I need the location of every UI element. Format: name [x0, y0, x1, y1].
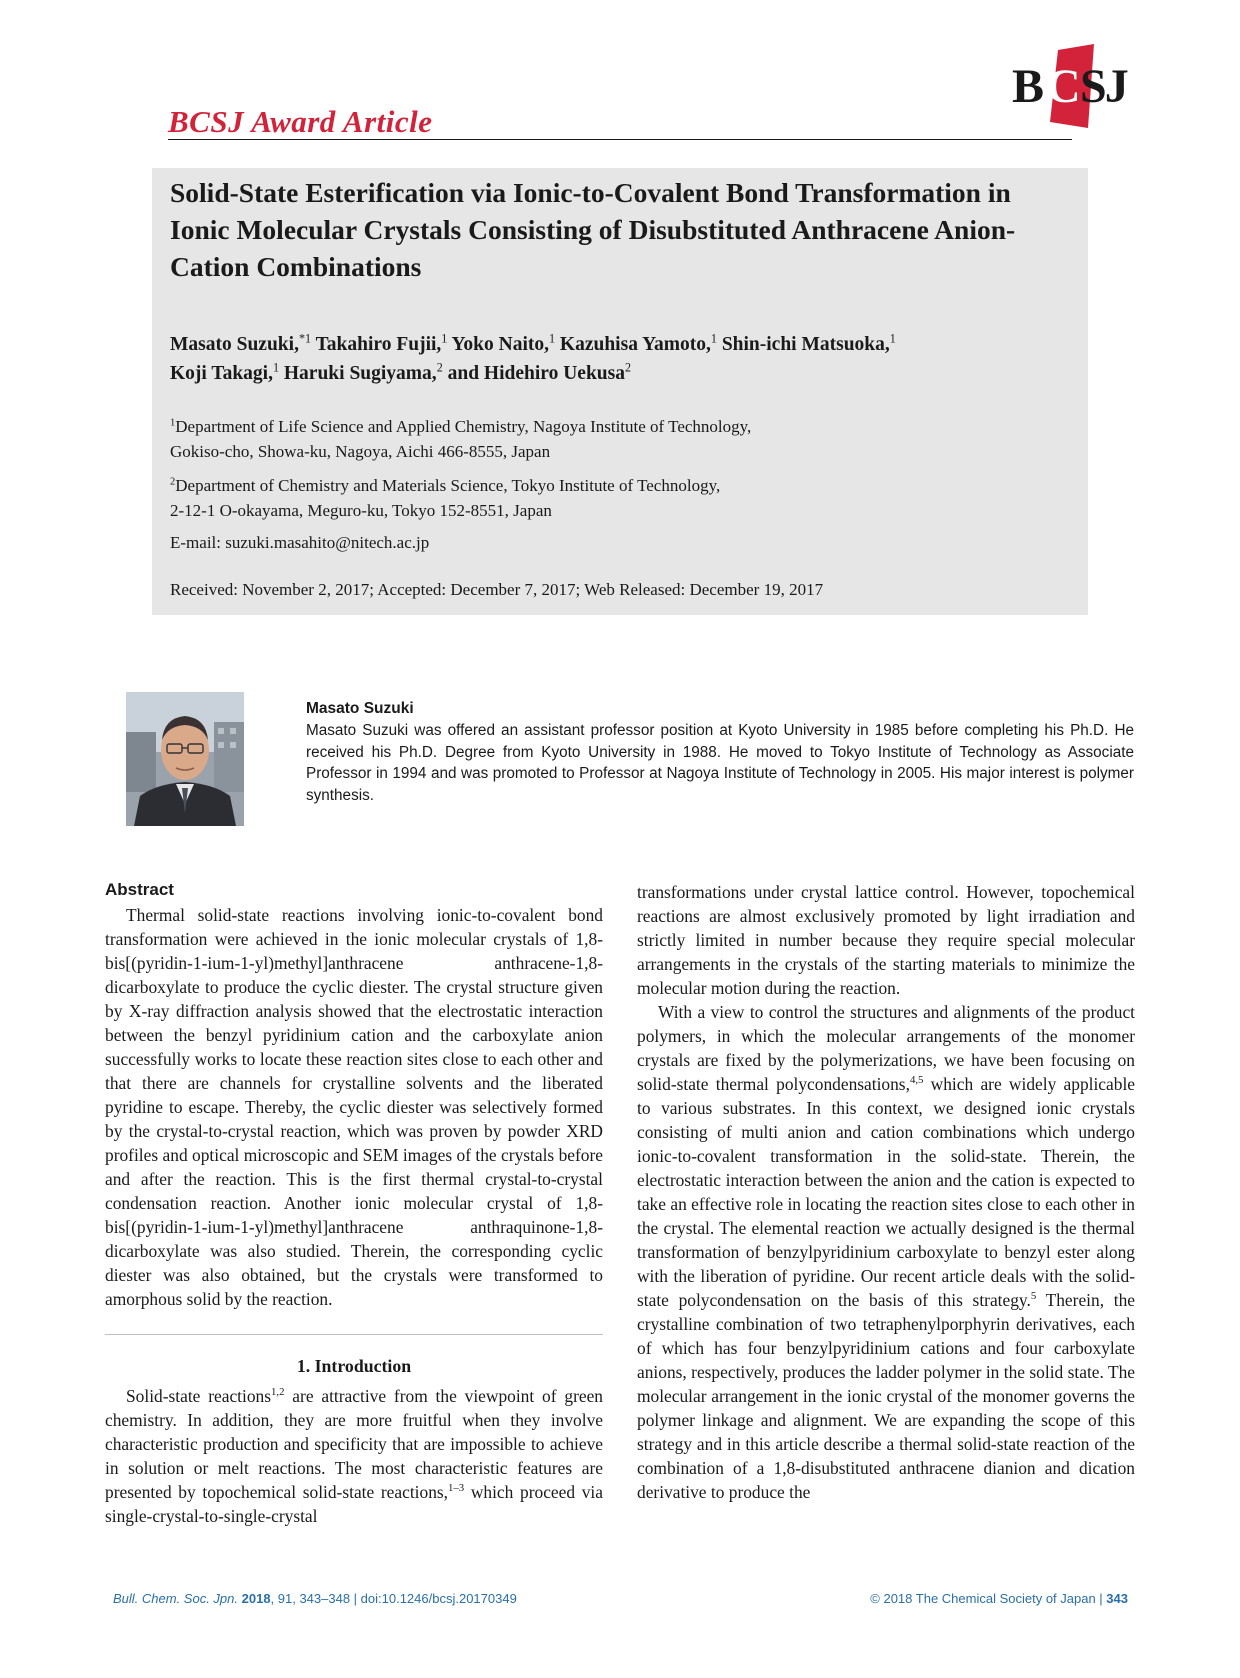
author: Kazuhisa Yamoto,$^1$: [559, 331, 717, 355]
author-line-1: [170, 330, 1070, 359]
author-portrait-image: [126, 692, 244, 826]
author: Yoko Naito,$^1$: [451, 331, 556, 355]
header-rule: [168, 139, 1072, 140]
bcsj-logo-mark: [1010, 42, 1130, 132]
abstract-text: Thermal solid-state reactions involving ionic-to-covalent bond transformation were achieved in the ionic molecular crystals of 1,8-bis[(pyridin-1-ium-1-yl)methyl]anthracene anthracene-1,8-dicarboxylate to produce the cyclic diester. The crystal structure given by X-ray diffraction analysis showed that the electrostatic interaction between the benzyl pyridinium cation and the carboxylate anion successfully works to locate these reaction sites close to each other and that there are channels for crystalline solvents and the liberated pyridine to escape. Thereby, the cyclic diester was selectively formed by the crystal-to-crystal reaction, which was proven by powder XRD profiles and optical microscopic and SEM images of the crystals before and after the reaction. This is the first thermal crystal-to-crystal condensation reaction. Another ionic molecular crystal of 1,8-bis[(pyridin-1-ium-1-yl)methyl]anthracene anthraquinone-1,8-dicarboxylate was also studied. Therein, the corresponding cyclic diester was also obtained, but the crystals were transformed to amorphous solid by the reaction.: [105, 905, 603, 1309]
bcsj-logo: [1010, 42, 1130, 132]
section-divider: [105, 1334, 603, 1335]
footer-volume-doi: , 91, 343–348 | doi:10.1246/bcsj.20170349: [270, 1591, 517, 1606]
footer-year: 2018: [241, 1591, 271, 1606]
author-list: [170, 330, 1070, 388]
author: Haruki Sugiyama,$^2$: [283, 360, 443, 384]
right-column: [637, 880, 1135, 1504]
author: Koji Takagi,$^1$: [170, 360, 280, 384]
author: and Hidehiro Uekusa$^2$: [447, 360, 632, 384]
citation: 1,2: [271, 1386, 285, 1399]
citation: 1–3: [448, 1482, 465, 1495]
bio-name: Masato Suzuki: [306, 700, 414, 717]
article-title: Solid-State Esterification via Ionic-to-Covalent Bond Transformation in Ionic Molecular Crystals Consisting of Disubstituted Anthracene Anion-Cation Combinations: [170, 177, 1016, 282]
author: Takahiro Fujii,$^1$: [315, 331, 448, 355]
intro-paragraph-1-continued: transformations under crystal lattice control. However, topochemical reactions are almost exclusively promoted by light irradiation and strictly limited in number because they require special molecular arrangements in the crystals of the starting materials to minimize the molecular motion during the reaction.: [637, 882, 1135, 998]
intro-paragraph-2: With a view to control the structures and alignments of the product polymers, in which the molecular arrangements of the monomer crystals are fixed by the polymerizations, we have been focusing on solid-state thermal polycondensations,$^{4,5}$ which are widely applicable to various substrates. In this context, we designed ionic crystals consisting of multi anion and cation combinations which undergo ionic-to-covalent transformation in the solid-state. Therein, the electrostatic interaction between the anion and the cation is expected to take an effective role in locating the reaction sites close to each other in the crystal. The elemental reaction we actually designed is the thermal transformation of benzylpyridinium carboxylate to benzyl ester along with the liberation of pyridine. Our recent article deals with the solid-state polycondensation on the basis of this strategy.$^5$ Therein, the crystalline combination of two tetraphenylporphyrin derivatives, each of which has four benzylpyridinium cations and four carboxylate anions, respectively, produces the ladder polymer in the solid state. The molecular arrangement in the ionic crystal of the monomer governs the polymer linkage and alignment. We are expanding the scope of this strategy and in this article describe a thermal solid-state reaction of the combination of a 1,8-disubstituted anthracene dianion and dication derivative to produce the: [637, 1002, 1135, 1502]
author: Masato Suzuki,$^{*1}$: [170, 331, 312, 355]
received-dates: Received: November 2, 2017; Accepted: December 7, 2017; Web Released: December 19, 2017: [170, 580, 824, 599]
affiliation-1: $^1$Department of Life Science and Applied Chemistry, Nagoya Institute of Technology, Gokiso-cho, Showa-ku, Nagoya, Aichi 466-8555, Japan: [170, 417, 752, 461]
author-photo: [126, 692, 244, 826]
footer-copyright: © 2018 The Chemical Society of Japan | 343: [870, 1591, 1128, 1606]
svg-text:SJ: SJ: [1080, 60, 1127, 113]
author: Shin-ichi Matsuoka,$^1$: [721, 331, 896, 355]
left-column: [105, 878, 603, 1528]
citation: 4,5: [909, 1074, 924, 1087]
intro-paragraph-1: Solid-state reactions$^{1,2}$ are attractive from the viewpoint of green chemistry. In addition, they are more fruitful when they involve characteristic production and specificity that are impossible to achieve in solution or melt reactions. The most characteristic features are presented by topochemical solid-state reactions,$^{1-3}$ which proceed via single-crystal-to-single-crystal: [105, 1386, 603, 1526]
footer-journal: Bull. Chem. Soc. Jpn.: [113, 1591, 238, 1606]
svg-text:B: B: [1012, 60, 1043, 113]
award-label: BCSJ Award Article: [168, 104, 433, 139]
footer-citation: [113, 1591, 517, 1606]
bio-text: Masato Suzuki was offered an assistant professor position at Kyoto University in 1985 before completing his Ph.D. He received his Ph.D. Degree from Kyoto University in 1988. He moved to Tokyo Institute of Technology as Associate Professor in 1994 and was promoted to Professor at Nagoya Institute of Technology in 2005. His major interest is polymer synthesis.: [306, 722, 1134, 804]
author-line-2: [170, 359, 1070, 388]
intro-heading: 1. Introduction: [296, 1356, 412, 1376]
citation: 5: [1030, 1290, 1037, 1303]
abstract-heading: Abstract: [105, 880, 174, 899]
svg-text:C: C: [1046, 60, 1079, 113]
affiliation-2: $^2$Department of Chemistry and Materials Science, Tokyo Institute of Technology, 2-12-1 O-okayama, Meguro-ku, Tokyo 152-8551, Japan: [170, 476, 721, 520]
contact-email: E-mail: suzuki.masahito@nitech.ac.jp: [170, 533, 430, 552]
page-number: 343: [1106, 1591, 1128, 1606]
